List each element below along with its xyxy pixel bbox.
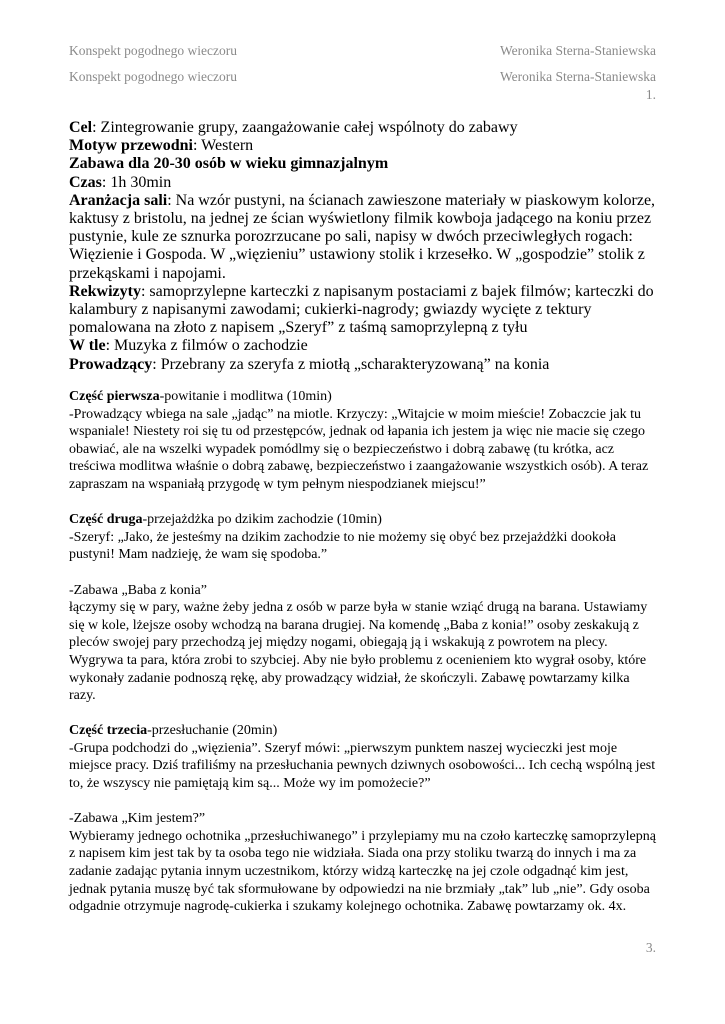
room-line: [69, 192, 659, 283]
game-heading: Zabawa dla 20-30 osób w wieku gimnazjalnym: [69, 155, 389, 173]
page-number-top: 1.: [645, 87, 656, 102]
section-1-text: -Prowadzący wbiega na sale „jadąc” na miotle. Krzyczy: „Witajcie w moim mieście! Zobaczcie jak tu wspaniale! Niestety roi się tu od przestępców, jednak od łapania ich jestem ja więc nie macie się czego obawiać, ale na wszelki wypadek pomódlmy się o bezpieczeństwo i dobrą zabawę (tu krótka, acz treściwa modlitwa właśnie o dobrą zabawę, bezpieczeństwo i zaangażowanie wszystkich osób). A teraz zapraszam na wspaniałą przygodę w tym pełnym niespodzianek miejscu!”: [69, 406, 649, 492]
host-line: [69, 356, 659, 374]
section-3-text: -Grupa podchodzi do „więzienia”. Szeryf mówi: „pierwszym punktem naszej wycieczki jest moje miejsce pracy. Dziś trafiliśmy na przesłuchania pewnych dziwnych osobowości... Ich cechą wspólną jest to, że wszyscy nie pamiętają kim są... Może wy im pomożecie?”: [69, 740, 656, 792]
goal-text: : Zintegrowanie grupy, zaangażowanie całej wspólnoty do zabawy: [92, 119, 518, 136]
room-text: : Na wzór pustyni, na ścianach zawieszone materiały w piaskowym kolorze, kaktusy z bristolu, na jednej ze ścian wyświetlony filmik kowboja jadącego na koniu przez pustynie, kule ze sznurka porozrzucane po sali, napisy w dwóch przeciwległych rogach: Więzienie i Gospoda. W „więzieniu” ustawiony stolik i krzesełko. W „gospodzie” stolik z przekąskami i napojami.: [69, 191, 656, 282]
theme-text: : Western: [192, 137, 254, 155]
theme-line: [69, 137, 659, 155]
section-3-game-text: Wybieramy jednego ochotnika „przesłuchiwanego” i przylepiamy mu na czoło karteczkę samoprzylepną z napisem kim jest tak by ta osoba tego nie widziała. Siada ona przy stoliku twarzą do innych i ma za zadanie zadając pytania innym uczestnikom, którzy widzą karteczkę na jej czole odgadnąć kim jest, jednak pytania muszę być tak sformułowane by odpowiedzi na nie brzmiały „tak” lub „nie”. Gdy osoba odgadnie otrzymuje nagrodę-cukierka i szukamy kolejnego ochotnika. Zabawę powtarzamy ok. 4x.: [69, 828, 656, 915]
section-3-game-title: -Zabawa „Kim jestem?”: [69, 811, 206, 827]
section-3-heading: Część trzecia-przesłuchanie (20min): [69, 723, 278, 739]
section-2-text: -Szeryf: „Jako, że jesteśmy na dzikim zachodzie to nie możemy się obyć bez przejażdżki dookoła pustyni! Mam nadzieję, że wam się spodoba.”: [69, 529, 616, 563]
page-number-bottom: 3.: [645, 940, 656, 955]
section-2-game-title: -Zabawa „Baba z konia”: [69, 582, 207, 598]
background-text: : Muzyka z filmów o zachodzie: [105, 337, 308, 355]
header-author: Weronika Sterna-Staniewska: [500, 69, 656, 84]
background-line: [69, 337, 659, 355]
header-author: Weronika Sterna-Staniewska: [500, 43, 656, 58]
header-title: Konspekt pogodnego wieczoru: [69, 43, 237, 58]
host-label: Prowadzący: [69, 355, 153, 373]
time-label: Czas: [69, 173, 102, 191]
section-1-heading: Część pierwsza-powitanie i modlitwa (10min): [69, 389, 332, 404]
goal-label: Cel: [69, 119, 93, 136]
background-label: W tle: [69, 337, 106, 355]
sections-block: [69, 388, 659, 916]
props-text: : samoprzylepne karteczki z napisanym postaciami z bajek filmów; karteczki do kalambury z napisanymi zawodami; cukierki-nagrody; gwiazdy wycięte z tektury pomalowana na złoto z napisem „Szeryf” z taśmą samoprzylepną z tyłu: [69, 282, 654, 337]
section-2-game-text: łączymy się w pary, ważne żeby jedna z osób w parze była w stanie wziąć drugą na barana. Ustawiamy się w kole, lżejsze osoby wchodzą na barana drugiej. Na komendę „Baba z konia!” osoby zeskakują z pleców swojej pary przechodzą jej między nogami, obiegają ją i wskakują z powrotem na plecy. Wygrywa ta para, która zrobi to szybciej. Aby nie było problemu z ocenieniem kto wygrał osoby, które wykonały zadanie podnoszą rękę, aby prowadzący widział, że skończyli. Zabawę powtarzamy kilka razy.: [69, 600, 648, 704]
section-2-heading: Część druga-przejażdżka po dzikim zachodzie (10min): [69, 512, 382, 528]
host-text: : Przebrany za szeryfa z miotłą „scharakteryzowaną” na konia: [152, 355, 550, 373]
header-title: Konspekt pogodnego wieczoru: [69, 69, 237, 84]
theme-label: Motyw przewodni: [69, 137, 193, 155]
props-line: [69, 283, 659, 338]
time-line: [69, 174, 659, 192]
props-label: Rekwizyty: [69, 282, 141, 300]
room-label: Aranżacja sali: [69, 191, 168, 209]
goal-line: [69, 119, 659, 137]
intro-block: [69, 119, 659, 374]
time-text: : 1h 30min: [101, 173, 172, 191]
